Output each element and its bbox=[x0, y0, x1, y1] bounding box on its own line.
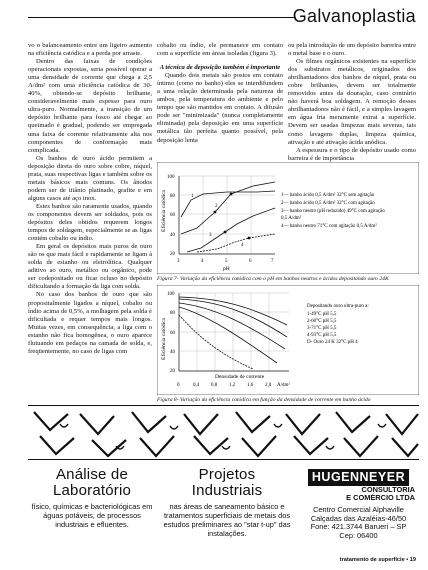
fig8-legend-item: 2-60°C pH 5,5 bbox=[307, 319, 337, 324]
fig7-xtick: 6 bbox=[249, 259, 252, 264]
fig7-ytick: 20 bbox=[170, 252, 175, 257]
paragraph: vo o balanceamento entre um ligeiro aumento na eficiência catódica e a perda por arraste. bbox=[28, 42, 152, 58]
fig8-xtick: 0,4 bbox=[193, 383, 200, 388]
company-address bbox=[298, 506, 419, 540]
paragraph: Quando dois metais são postos em contato íntimo (como no banho) eles se interdifundem a uma relação determinada pela natureza de ambos, pela temperatura do ambiente e pelo tempo que são mantidos em contato. A difusão pode ser "minimizada" (nunca completamente eliminada) pela deposição em uma superfície metálica tão perfeita quanto possível, pela deposição lenta bbox=[157, 72, 283, 144]
fig7-curve-number: 3 bbox=[209, 233, 212, 238]
ad-heading: Projetos bbox=[198, 466, 256, 483]
fig8-legend bbox=[307, 304, 369, 345]
fig8-legend-item: D- Ouro 24 K 32°C pH 4 bbox=[307, 340, 358, 345]
ad-heading: Análise de bbox=[55, 466, 129, 483]
company-logo: HUGENNEYER bbox=[308, 469, 409, 486]
fig7-ytick: 60 bbox=[170, 213, 175, 218]
fig8-legend-item: 3-71°C pH 5,5 bbox=[307, 326, 337, 331]
figure-8-caption: Figura 8- Variação da eficiência catódica em função da densidade de corrente em banho ácido bbox=[157, 397, 371, 403]
ad-body: físico, químicas e bacteriológicas em águas potáveis, de processos industriais e efluentes. bbox=[31, 502, 153, 529]
fig8-ytick: 40 bbox=[170, 350, 175, 355]
paragraph: Dentro das faixas de condições operacionais expostas, seria possível operar a uma densidade de corrente que chega a 2,5 A/dm² com uma eficiência catódica de 30-40%, obtendo-se depósito brilhante, consideravelmente mais espesso para ouro ultra-puro. Normalmente, a transição de um depósito brilhante para fosco até chegar ao queimado é gradual, podendo ser empregada uma faixa de corrente relativamente alta nos componentes de conformação mais complicada. bbox=[28, 58, 152, 154]
paragraph: A espessura e o tipo de depósito usado como barreira é de importância bbox=[288, 146, 416, 162]
fig8-ytick: 20 bbox=[170, 369, 175, 374]
ad-lab-analysis bbox=[28, 467, 156, 529]
company-subtitle: CONSULTORIA bbox=[361, 485, 415, 494]
figure-7 bbox=[157, 162, 419, 274]
ad-pattern-band bbox=[28, 405, 419, 460]
fig8-legend-item: 1-49°C pH 5,5 bbox=[307, 312, 337, 317]
figure-8 bbox=[157, 285, 419, 395]
paragraph: Em geral os depósitos mais puros de ouro são os que mais fácil e rapidamente se ligam à solda de estanho ou eletrolítica. Qualquer aditivo ao ouro, metálico ou orgânico, pode ser codepositado ou ficar ocluso no depósito dificultando a formação da liga com solda. bbox=[28, 243, 152, 291]
fig8-y-axis-label: Eficiência catódica bbox=[161, 318, 167, 360]
fig8-xtick: 2,0 bbox=[265, 383, 272, 388]
fig8-ytick: 60 bbox=[170, 331, 175, 336]
advertisement bbox=[28, 405, 419, 550]
fig8-plot bbox=[167, 292, 290, 388]
fig8-ytick: 80 bbox=[170, 311, 175, 316]
fig7-curve-number: 4 bbox=[241, 243, 244, 248]
fig7-xtick: 7 bbox=[271, 259, 274, 264]
fig7-legend-item: 4— banho neutro 71°C com agitação 0,5 A/dm² bbox=[281, 224, 377, 229]
fig7-ytick: 40 bbox=[170, 233, 175, 238]
fig7-curve-number: 1 bbox=[191, 194, 194, 199]
column-3 bbox=[288, 42, 416, 163]
fig7-curve-3 bbox=[187, 208, 275, 252]
ad-company bbox=[298, 467, 419, 540]
fig7-x-axis-label: pH bbox=[223, 266, 230, 272]
fig8-legend-item: 4-93°C pH 5,5 bbox=[307, 333, 337, 338]
address-line: Cep: 06400 bbox=[339, 530, 378, 540]
paragraph: Estes banhos são raramente usados, quando os componentes devem ser soldados, pois os depósitos deles obtidos requerem longos tempos de soldagem, especialmente se as ligas contém cobalto ou índio. bbox=[28, 202, 152, 243]
fig7-ytick: 80 bbox=[170, 194, 175, 199]
fig8-x-axis-label: Densidade de corrente bbox=[215, 374, 265, 380]
section-title: Galvanoplastia bbox=[292, 6, 416, 26]
fig7-ytick: 100 bbox=[167, 175, 175, 180]
fig7-legend bbox=[281, 192, 385, 229]
fig7-curve-number: 2 bbox=[215, 204, 218, 209]
fig7-y-axis-label: Eficiência catódica bbox=[161, 190, 167, 232]
paragraph: cobalto ou índio, ele permanece em contato com a superfície em áreas isoladas (figura 3). bbox=[157, 42, 283, 58]
fig8-ytick: 100 bbox=[167, 292, 175, 297]
page-footer: tratamento de superfície • 19 bbox=[339, 557, 416, 563]
paragraph: No caso dos banhos de ouro que são propositalmente ligados a níquel, cobalto ou índio acima de 0,5%, a molhagem pela solda é dificultada e requer tempos mais longos. Muitas vezes, em consequência, a liga com o estanho não fica homogênea, o ouro aparece flutuando em pedaços na camada de solda, e, freqüentemente, no caso de ligas com bbox=[28, 291, 152, 355]
fig7-curve-2 bbox=[181, 182, 275, 234]
column-1 bbox=[28, 42, 152, 356]
fig7-xtick: 5 bbox=[225, 259, 228, 264]
company-subtitle: E COMÉRCIO LTDA bbox=[346, 493, 415, 502]
fig7-legend-item: 2— banho ácido 0,5 A/dm² 32°C com agitação bbox=[281, 201, 375, 206]
fig8-xtick: 0 bbox=[177, 383, 180, 388]
fig7-legend-item: 3— banho neutro (pH reduzido) 49°C com agitação bbox=[281, 209, 385, 214]
paragraph: Os banhos de ouro ácido permitem a deposição direta do ouro sobre cobre, níquel, prata, suas respectivas ligas e também sobre os metais básicos mais comuns. Os ânodos podem ser de titânio platinado, grafite e em alguns casos até aço inox. bbox=[28, 154, 152, 202]
fig7-plot bbox=[167, 175, 275, 272]
fig7-legend-item: 0,5 A/dm² bbox=[281, 216, 302, 221]
fig8-xtick: 1,6 bbox=[247, 383, 254, 388]
ad-heading: Laboratório bbox=[52, 482, 132, 499]
column-2 bbox=[157, 42, 283, 145]
subsection-heading: A técnica de deposição também é importante bbox=[159, 64, 281, 72]
paragraph: Os filmes orgânicos existentes na superfície dos substratos metálicos, originados dos abrilhantadores dos banhos de níquel, prata ou cobre brilhantes, devem ser totalmente removidos antes da douração, caso contrário não haverá boa soldagem. A remoção desses abrilhantadores não é fácil, e a simples lavagem em água fria meramente extrai a superfície. Devem ser usadas limpezas mais severas, tais como lavagens duplas, limpeza química, ativação e até ativação ácida anódica. bbox=[288, 58, 416, 146]
ad-heading: Industriais bbox=[191, 482, 263, 499]
fig7-xtick: 3 bbox=[177, 259, 180, 264]
fig8-xtick: 0,8 bbox=[211, 383, 218, 388]
fig8-legend-title: Depositando ouro ultra-puro a: bbox=[307, 304, 369, 309]
fig7-xtick: 4 bbox=[201, 259, 204, 264]
ad-body: nas áreas de saneamento básico e tratamentos superficiais de metais dos estudos preliminares ao "star t-up" das instalações. bbox=[163, 502, 291, 538]
figure-7-caption: Figura 7- Variação da eficiência catódica com o pH em banhos neutros e ácidos depositando ouro 24K bbox=[157, 276, 389, 282]
address-line: Centro Comercial Alphaville bbox=[313, 505, 404, 514]
fig7-legend-item: 1— banho ácido 0,5 A/dm² 32°C sem agitação bbox=[281, 193, 375, 198]
address-line: Fone: 421.3744 Barueri – SP bbox=[310, 522, 407, 532]
header-rule bbox=[28, 17, 296, 18]
fig8-xtick: 1,2 bbox=[229, 383, 236, 388]
paragraph: ou pela introdução de um depósito barreira entre o metal base e o ouro. bbox=[288, 42, 416, 58]
address-line: Calçadas das Azaléias-46/50 bbox=[310, 513, 407, 523]
fig8-xtick: A/dm² bbox=[277, 383, 290, 388]
ad-industrial-projects bbox=[160, 467, 294, 538]
